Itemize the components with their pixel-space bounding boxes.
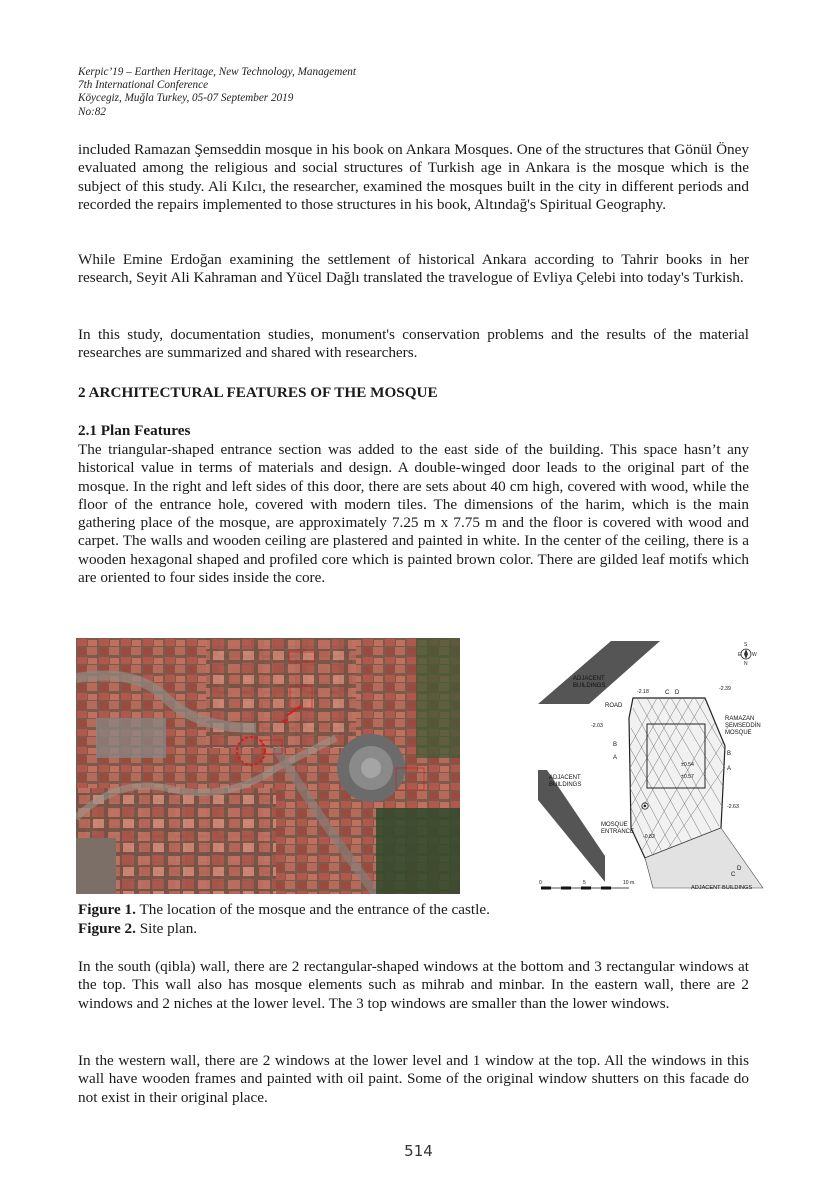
figure-1-caption (78, 901, 490, 919)
level-label-6: -2.63 (727, 804, 739, 810)
conference-header (78, 66, 356, 119)
level-label-5: ±0.57 (681, 774, 694, 780)
figure-2-caption (78, 920, 197, 938)
level-label-7: -0.82 (643, 834, 655, 840)
header-line-3: Köycegiz, Muğla Turkey, 05-07 September 2019 (78, 92, 294, 105)
section-a-right-label: A (727, 766, 732, 772)
subsection-heading: 2.1 Plan Features (78, 422, 191, 439)
mosque-name-label-2: ŞEMSEDDİN (725, 723, 761, 729)
compass-w-label: W (752, 652, 757, 658)
scale-label-0: 0 (539, 880, 542, 886)
paragraph-6: In the western wall, there are 2 windows at the lower level and 1 window at the top. All the windows in this wall have wooden frames and painted with oil paint. Some of the original window shutters on this facade do not exist in their original place. (78, 1052, 749, 1106)
mosque-name-label-3: MOSQUE (725, 730, 752, 736)
figure-2-caption-text: Site plan. (135, 920, 198, 937)
level-label-3: -2.03 (591, 723, 603, 729)
section-d-top-label: D (675, 690, 680, 696)
scale-bar (539, 880, 636, 890)
section-c-bottom-label: C (731, 872, 736, 878)
figure-2-site-plan (533, 638, 769, 896)
section-a-left-label: A (613, 755, 618, 761)
compass-s-label: S (744, 642, 748, 648)
compass-e-label: E (738, 652, 742, 658)
adjacent-buildings-bottom-label: ADJACENT BUILDINGS (691, 885, 753, 891)
aerial-photo-graphic (76, 638, 460, 894)
figure-1-label: Figure 1. (78, 901, 136, 918)
paragraph-1: included Ramazan Şemseddin mosque in his book on Ankara Mosques. One of the structures that Gönül Öney evaluated among the religious and social structures of Turkish age in Ankara is the mosque which is the subject of this study. Ali Kılcı, the researcher, examined the mosques built in the city in different periods and recorded the repairs implemented to those structures in his book, Altındağ's Spiritual Geography. (78, 141, 749, 213)
section-d-bottom-label: D (737, 866, 742, 872)
level-label-4: ±0.54 (681, 762, 694, 768)
adjacent-buildings-top-label-1: ADJACENT (573, 676, 605, 682)
header-line-1: Kerpic’19 – Earthen Heritage, New Technology, Management (78, 66, 356, 78)
paragraph-4: The triangular-shaped entrance section was added to the east side of the building. This space hasn’t any historical value in terms of materials and design. A double-winged door leads to the original part of the mosque. In the right and left sides of this door, there are sets about 40 cm high, covered with wood, while the floor of the entrance hole, covered with modern tiles. The dimensions of the harim, which is the main gathering place of the mosque, are approximately 7.25 m x 7.75 m and the floor is covered with wood and carpet. The walls and wooden ceiling are plastered and painted in white. In the center of the ceiling, there is a wooden hexagonal shaped and profiled core which is painted brown color. There are gilded leaf motifs which are oriented to four sides inside the core. (78, 441, 749, 587)
site-plan-graphic (533, 638, 769, 896)
page-number: 514 (404, 1142, 433, 1160)
paragraph-2: While Emine Erdoğan examining the settlement of historical Ankara according to Tahrir books in her research, Seyit Ali Kahraman and Yücel Dağlı translated the travelogue of Evliya Çelebi into today's Turkish. (78, 251, 749, 287)
entrance-label-2: ENTRANCE (601, 829, 635, 835)
paragraph-5: In the south (qibla) wall, there are 2 rectangular-shaped windows at the bottom and 3 rectangular windows at the top. This wall also has mosque elements such as mihrab and minbar. In the eastern wall, there are 2 windows and 2 niches at the lower level. The 3 top windows are smaller than the lower windows. (78, 958, 749, 1012)
road-label: ROAD (605, 703, 623, 709)
section-b-left-label: B (613, 742, 618, 748)
section-heading: 2 ARCHITECTURAL FEATURES OF THE MOSQUE (78, 384, 438, 401)
figure-2-label: Figure 2. (78, 920, 136, 937)
compass-n-label: N (744, 661, 748, 667)
adjacent-buildings-left-label-2: BUILDINGS (549, 782, 582, 788)
level-label-2: -2.39 (719, 686, 731, 692)
entrance-label-1: MOSQUE (601, 822, 628, 828)
section-b-right-label: B (727, 751, 732, 757)
adjacent-buildings-top-label-2: BUILDINGS (573, 683, 606, 689)
adjacent-buildings-left-label-1: ADJACENT (549, 775, 581, 781)
header-line-2: 7th International Conference (78, 79, 209, 92)
figure-1-caption-text: The location of the mosque and the entrance of the castle. (135, 901, 490, 918)
section-c-top-label: C (665, 690, 670, 696)
level-label-1: -2.18 (637, 689, 649, 695)
scale-label-5: 5 (583, 880, 586, 886)
scale-label-10: 10 m. (623, 880, 636, 886)
mosque-name-label-1: RAMAZAN (725, 716, 755, 722)
compass-icon (738, 642, 757, 667)
header-line-4: No:82 (78, 105, 106, 118)
paragraph-3: In this study, documentation studies, monument's conservation problems and the results of the material researches are summarized and shared with researchers. (78, 326, 749, 362)
figure-1-aerial-photo (76, 638, 460, 894)
